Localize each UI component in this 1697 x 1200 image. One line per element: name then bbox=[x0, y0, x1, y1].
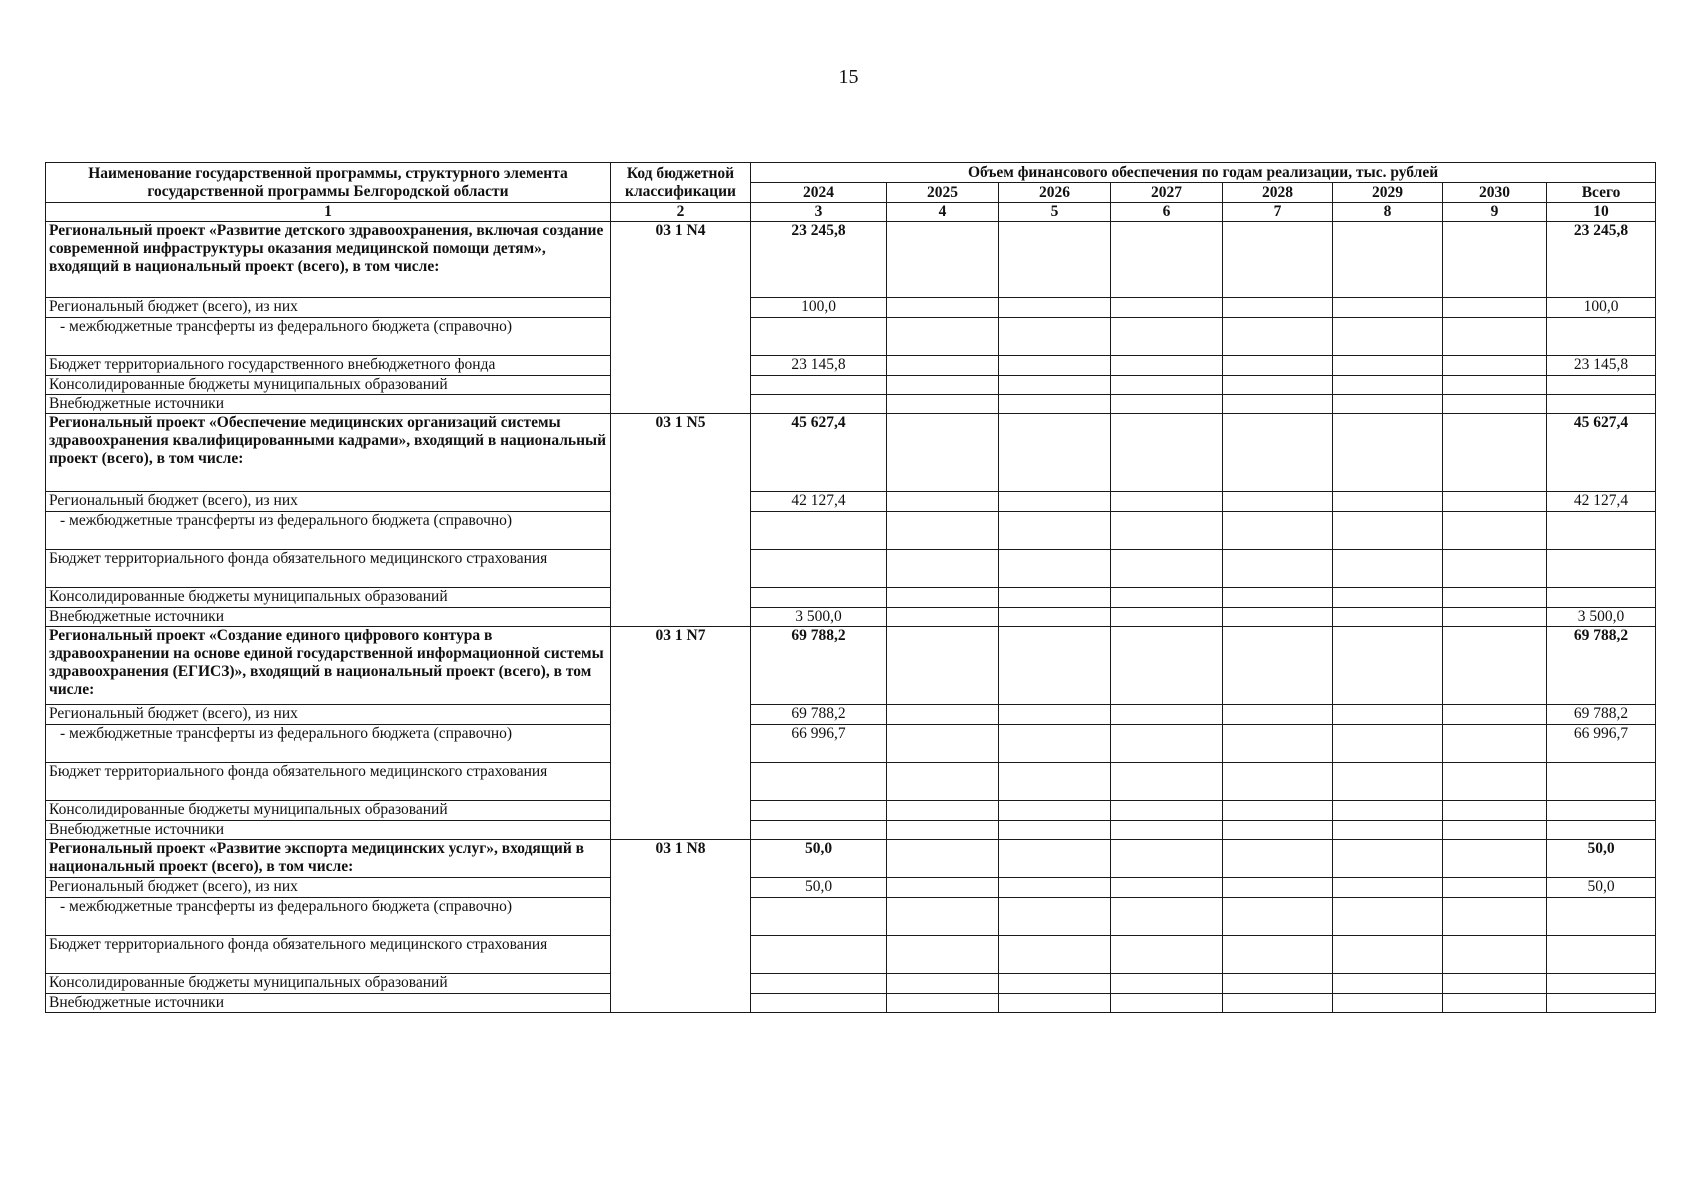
project-row bbox=[46, 414, 1656, 492]
empty-cell bbox=[1443, 801, 1547, 821]
source-label: Внебюджетные источники bbox=[46, 994, 611, 1013]
source-row bbox=[46, 801, 1656, 821]
empty-cell bbox=[999, 395, 1111, 414]
value-total: 3 500,0 bbox=[1547, 608, 1656, 627]
value-2024: 23 145,8 bbox=[751, 356, 887, 376]
header-volume: Объем финансового обеспечения по годам реализации, тыс. рублей bbox=[751, 163, 1656, 183]
empty-cell bbox=[999, 298, 1111, 318]
empty-cell bbox=[1333, 936, 1443, 974]
empty-cell bbox=[887, 898, 999, 936]
empty-cell bbox=[1111, 705, 1223, 725]
empty-cell bbox=[999, 356, 1111, 376]
value-2024 bbox=[751, 898, 887, 936]
col-number: 6 bbox=[1111, 203, 1223, 222]
empty-cell bbox=[1111, 840, 1223, 878]
value-total bbox=[1547, 763, 1656, 801]
empty-cell bbox=[887, 512, 999, 550]
empty-cell bbox=[1333, 395, 1443, 414]
empty-cell bbox=[1111, 994, 1223, 1013]
empty-cell bbox=[1111, 801, 1223, 821]
empty-cell bbox=[1333, 821, 1443, 840]
source-row bbox=[46, 298, 1656, 318]
project-title: Региональный проект «Обеспечение медицинских организаций системы здравоохранения квалифицированными кадрами», входящий в национальный проект (всего), в том числе: bbox=[46, 414, 611, 492]
source-label: Региональный бюджет (всего), из них bbox=[46, 492, 611, 512]
empty-cell bbox=[1443, 608, 1547, 627]
value-2024 bbox=[751, 763, 887, 801]
empty-cell bbox=[887, 550, 999, 588]
value-total: 100,0 bbox=[1547, 298, 1656, 318]
col-number: 10 bbox=[1547, 203, 1656, 222]
col-number: 7 bbox=[1223, 203, 1333, 222]
empty-cell bbox=[1443, 974, 1547, 994]
empty-cell bbox=[887, 801, 999, 821]
empty-cell bbox=[1333, 512, 1443, 550]
value-total: 23 145,8 bbox=[1547, 356, 1656, 376]
source-row bbox=[46, 974, 1656, 994]
col-number: 3 bbox=[751, 203, 887, 222]
empty-cell bbox=[1223, 492, 1333, 512]
empty-cell bbox=[999, 492, 1111, 512]
value-total bbox=[1547, 994, 1656, 1013]
empty-cell bbox=[1443, 878, 1547, 898]
empty-cell bbox=[999, 898, 1111, 936]
value-total: 69 788,2 bbox=[1547, 627, 1656, 705]
source-label: Консолидированные бюджеты муниципальных образований bbox=[46, 974, 611, 994]
empty-cell bbox=[1111, 550, 1223, 588]
header-year: 2028 bbox=[1223, 183, 1333, 203]
empty-cell bbox=[1333, 492, 1443, 512]
source-row bbox=[46, 763, 1656, 801]
empty-cell bbox=[1333, 627, 1443, 705]
empty-cell bbox=[887, 705, 999, 725]
project-row bbox=[46, 222, 1656, 298]
empty-cell bbox=[1223, 298, 1333, 318]
empty-cell bbox=[1111, 298, 1223, 318]
project-title: Региональный проект «Развитие детского здравоохранения, включая создание современной инфраструктуры оказания медицинской помощи детям», входящий в национальный проект (всего), в том числе: bbox=[46, 222, 611, 298]
empty-cell bbox=[1111, 608, 1223, 627]
empty-cell bbox=[887, 298, 999, 318]
value-2024: 42 127,4 bbox=[751, 492, 887, 512]
empty-cell bbox=[1333, 801, 1443, 821]
value-total: 66 996,7 bbox=[1547, 725, 1656, 763]
empty-cell bbox=[887, 840, 999, 878]
empty-cell bbox=[999, 936, 1111, 974]
empty-cell bbox=[1111, 763, 1223, 801]
value-total bbox=[1547, 936, 1656, 974]
source-label: - межбюджетные трансферты из федерального бюджета (справочно) bbox=[46, 725, 611, 763]
empty-cell bbox=[999, 318, 1111, 356]
empty-cell bbox=[887, 608, 999, 627]
source-row bbox=[46, 512, 1656, 550]
project-row bbox=[46, 840, 1656, 878]
empty-cell bbox=[1333, 898, 1443, 936]
empty-cell bbox=[887, 994, 999, 1013]
header-total: Всего bbox=[1547, 183, 1656, 203]
source-label: Консолидированные бюджеты муниципальных образований bbox=[46, 801, 611, 821]
empty-cell bbox=[887, 492, 999, 512]
header-year: 2029 bbox=[1333, 183, 1443, 203]
empty-cell bbox=[1443, 627, 1547, 705]
header-year: 2026 bbox=[999, 183, 1111, 203]
empty-cell bbox=[887, 627, 999, 705]
value-2024: 45 627,4 bbox=[751, 414, 887, 492]
source-row bbox=[46, 318, 1656, 356]
empty-cell bbox=[1443, 550, 1547, 588]
empty-cell bbox=[1333, 994, 1443, 1013]
empty-cell bbox=[999, 627, 1111, 705]
empty-cell bbox=[999, 821, 1111, 840]
empty-cell bbox=[1223, 318, 1333, 356]
empty-cell bbox=[887, 821, 999, 840]
empty-cell bbox=[1333, 318, 1443, 356]
empty-cell bbox=[1443, 936, 1547, 974]
value-2024 bbox=[751, 821, 887, 840]
empty-cell bbox=[999, 878, 1111, 898]
value-2024: 69 788,2 bbox=[751, 705, 887, 725]
empty-cell bbox=[887, 356, 999, 376]
empty-cell bbox=[1111, 588, 1223, 608]
source-row bbox=[46, 936, 1656, 974]
value-2024: 23 245,8 bbox=[751, 222, 887, 298]
value-total bbox=[1547, 898, 1656, 936]
budget-code: 03 1 N5 bbox=[611, 414, 751, 627]
empty-cell bbox=[1111, 512, 1223, 550]
empty-cell bbox=[1223, 414, 1333, 492]
source-row bbox=[46, 395, 1656, 414]
source-label: Региональный бюджет (всего), из них bbox=[46, 878, 611, 898]
empty-cell bbox=[887, 376, 999, 395]
empty-cell bbox=[1223, 512, 1333, 550]
source-label: Внебюджетные источники bbox=[46, 821, 611, 840]
header-year: 2024 bbox=[751, 183, 887, 203]
budget-code: 03 1 N4 bbox=[611, 222, 751, 414]
source-label: Внебюджетные источники bbox=[46, 395, 611, 414]
empty-cell bbox=[1443, 705, 1547, 725]
value-total: 50,0 bbox=[1547, 840, 1656, 878]
empty-cell bbox=[999, 994, 1111, 1013]
empty-cell bbox=[1223, 840, 1333, 878]
empty-cell bbox=[1333, 974, 1443, 994]
empty-cell bbox=[1443, 222, 1547, 298]
project-title: Региональный проект «Создание единого цифрового контура в здравоохранении на основе единой государственной информационной системы здравоохранения (ЕГИСЗ)», входящий в национальный проект (всего), в том числе: bbox=[46, 627, 611, 705]
empty-cell bbox=[1333, 878, 1443, 898]
empty-cell bbox=[1443, 356, 1547, 376]
empty-cell bbox=[1443, 376, 1547, 395]
source-row bbox=[46, 588, 1656, 608]
empty-cell bbox=[1111, 898, 1223, 936]
source-row bbox=[46, 821, 1656, 840]
empty-cell bbox=[1333, 356, 1443, 376]
col-number: 8 bbox=[1333, 203, 1443, 222]
empty-cell bbox=[999, 608, 1111, 627]
source-row bbox=[46, 705, 1656, 725]
empty-cell bbox=[999, 725, 1111, 763]
empty-cell bbox=[1223, 376, 1333, 395]
value-total: 42 127,4 bbox=[1547, 492, 1656, 512]
value-2024 bbox=[751, 550, 887, 588]
empty-cell bbox=[887, 588, 999, 608]
source-label: Внебюджетные источники bbox=[46, 608, 611, 627]
empty-cell bbox=[1223, 974, 1333, 994]
value-total bbox=[1547, 821, 1656, 840]
source-label: Бюджет территориального фонда обязательного медицинского страхования bbox=[46, 763, 611, 801]
empty-cell bbox=[1443, 318, 1547, 356]
col-number: 2 bbox=[611, 203, 751, 222]
empty-cell bbox=[887, 318, 999, 356]
empty-cell bbox=[999, 512, 1111, 550]
source-label: Консолидированные бюджеты муниципальных образований bbox=[46, 376, 611, 395]
empty-cell bbox=[1111, 356, 1223, 376]
empty-cell bbox=[999, 588, 1111, 608]
value-2024: 69 788,2 bbox=[751, 627, 887, 705]
empty-cell bbox=[1443, 395, 1547, 414]
empty-cell bbox=[1223, 588, 1333, 608]
empty-cell bbox=[887, 936, 999, 974]
empty-cell bbox=[1223, 627, 1333, 705]
empty-cell bbox=[1333, 550, 1443, 588]
empty-cell bbox=[1333, 376, 1443, 395]
col-number: 1 bbox=[46, 203, 611, 222]
empty-cell bbox=[1223, 550, 1333, 588]
empty-cell bbox=[1333, 608, 1443, 627]
empty-cell bbox=[1111, 878, 1223, 898]
value-2024 bbox=[751, 318, 887, 356]
empty-cell bbox=[999, 705, 1111, 725]
empty-cell bbox=[1333, 222, 1443, 298]
value-total bbox=[1547, 376, 1656, 395]
empty-cell bbox=[1223, 356, 1333, 376]
header-code: Код бюджетной классификации bbox=[611, 163, 751, 203]
source-label: Консолидированные бюджеты муниципальных образований bbox=[46, 588, 611, 608]
budget-code: 03 1 N7 bbox=[611, 627, 751, 840]
empty-cell bbox=[1223, 395, 1333, 414]
source-label: - межбюджетные трансферты из федерального бюджета (справочно) bbox=[46, 512, 611, 550]
empty-cell bbox=[1443, 821, 1547, 840]
empty-cell bbox=[1223, 994, 1333, 1013]
empty-cell bbox=[1443, 512, 1547, 550]
empty-cell bbox=[1443, 588, 1547, 608]
col-number: 9 bbox=[1443, 203, 1547, 222]
value-2024 bbox=[751, 395, 887, 414]
empty-cell bbox=[999, 222, 1111, 298]
value-total bbox=[1547, 588, 1656, 608]
value-2024: 50,0 bbox=[751, 840, 887, 878]
source-row bbox=[46, 356, 1656, 376]
empty-cell bbox=[999, 376, 1111, 395]
source-row bbox=[46, 608, 1656, 627]
empty-cell bbox=[999, 550, 1111, 588]
header-year: 2027 bbox=[1111, 183, 1223, 203]
col-number: 5 bbox=[999, 203, 1111, 222]
empty-cell bbox=[887, 763, 999, 801]
source-row bbox=[46, 492, 1656, 512]
value-2024: 3 500,0 bbox=[751, 608, 887, 627]
value-2024: 100,0 bbox=[751, 298, 887, 318]
value-total: 45 627,4 bbox=[1547, 414, 1656, 492]
source-row bbox=[46, 550, 1656, 588]
value-2024 bbox=[751, 994, 887, 1013]
value-total bbox=[1547, 801, 1656, 821]
empty-cell bbox=[887, 725, 999, 763]
empty-cell bbox=[887, 395, 999, 414]
value-total bbox=[1547, 974, 1656, 994]
empty-cell bbox=[1111, 222, 1223, 298]
table-body bbox=[46, 222, 1656, 1013]
empty-cell bbox=[1333, 588, 1443, 608]
value-2024 bbox=[751, 512, 887, 550]
empty-cell bbox=[1223, 821, 1333, 840]
source-label: Бюджет территориального фонда обязательного медицинского страхования bbox=[46, 550, 611, 588]
empty-cell bbox=[1111, 936, 1223, 974]
value-2024 bbox=[751, 376, 887, 395]
header-year: 2030 bbox=[1443, 183, 1547, 203]
empty-cell bbox=[1223, 898, 1333, 936]
empty-cell bbox=[1443, 492, 1547, 512]
financing-table bbox=[45, 162, 1656, 1013]
empty-cell bbox=[1333, 725, 1443, 763]
empty-cell bbox=[887, 414, 999, 492]
value-2024 bbox=[751, 801, 887, 821]
empty-cell bbox=[1333, 414, 1443, 492]
value-2024 bbox=[751, 936, 887, 974]
empty-cell bbox=[1111, 974, 1223, 994]
empty-cell bbox=[1443, 898, 1547, 936]
empty-cell bbox=[1111, 376, 1223, 395]
source-label: - межбюджетные трансферты из федерального бюджета (справочно) bbox=[46, 318, 611, 356]
empty-cell bbox=[1443, 763, 1547, 801]
empty-cell bbox=[1223, 725, 1333, 763]
empty-cell bbox=[999, 414, 1111, 492]
source-row bbox=[46, 376, 1656, 395]
source-label: Бюджет территориального государственного внебюджетного фонда bbox=[46, 356, 611, 376]
empty-cell bbox=[1111, 318, 1223, 356]
empty-cell bbox=[1223, 705, 1333, 725]
empty-cell bbox=[887, 222, 999, 298]
source-label: Бюджет территориального фонда обязательного медицинского страхования bbox=[46, 936, 611, 974]
empty-cell bbox=[1111, 492, 1223, 512]
value-total: 69 788,2 bbox=[1547, 705, 1656, 725]
empty-cell bbox=[1333, 705, 1443, 725]
value-2024 bbox=[751, 974, 887, 994]
source-label: Региональный бюджет (всего), из них bbox=[46, 705, 611, 725]
empty-cell bbox=[1111, 725, 1223, 763]
empty-cell bbox=[1443, 298, 1547, 318]
empty-cell bbox=[1333, 840, 1443, 878]
value-2024: 50,0 bbox=[751, 878, 887, 898]
empty-cell bbox=[1111, 627, 1223, 705]
value-total: 23 245,8 bbox=[1547, 222, 1656, 298]
value-2024 bbox=[751, 588, 887, 608]
source-row bbox=[46, 725, 1656, 763]
col-number: 4 bbox=[887, 203, 999, 222]
empty-cell bbox=[1111, 821, 1223, 840]
source-label: Региональный бюджет (всего), из них bbox=[46, 298, 611, 318]
empty-cell bbox=[1333, 763, 1443, 801]
empty-cell bbox=[999, 974, 1111, 994]
source-row bbox=[46, 878, 1656, 898]
empty-cell bbox=[1111, 395, 1223, 414]
value-total bbox=[1547, 512, 1656, 550]
source-row bbox=[46, 898, 1656, 936]
value-total bbox=[1547, 318, 1656, 356]
empty-cell bbox=[1223, 936, 1333, 974]
empty-cell bbox=[999, 763, 1111, 801]
source-label: - межбюджетные трансферты из федерального бюджета (справочно) bbox=[46, 898, 611, 936]
empty-cell bbox=[999, 801, 1111, 821]
empty-cell bbox=[1111, 414, 1223, 492]
empty-cell bbox=[1223, 763, 1333, 801]
empty-cell bbox=[1223, 222, 1333, 298]
value-total bbox=[1547, 395, 1656, 414]
value-total bbox=[1547, 550, 1656, 588]
empty-cell bbox=[1223, 608, 1333, 627]
project-row bbox=[46, 627, 1656, 705]
empty-cell bbox=[887, 974, 999, 994]
empty-cell bbox=[1443, 994, 1547, 1013]
budget-code: 03 1 N8 bbox=[611, 840, 751, 1013]
value-total: 50,0 bbox=[1547, 878, 1656, 898]
empty-cell bbox=[887, 878, 999, 898]
value-2024: 66 996,7 bbox=[751, 725, 887, 763]
empty-cell bbox=[1223, 801, 1333, 821]
empty-cell bbox=[1443, 414, 1547, 492]
empty-cell bbox=[1333, 298, 1443, 318]
empty-cell bbox=[1443, 840, 1547, 878]
header-year: 2025 bbox=[887, 183, 999, 203]
empty-cell bbox=[1223, 878, 1333, 898]
empty-cell bbox=[1443, 725, 1547, 763]
header-name: Наименование государственной программы, структурного элемента государственной программы Белгородской области bbox=[46, 163, 611, 203]
source-row bbox=[46, 994, 1656, 1013]
empty-cell bbox=[999, 840, 1111, 878]
project-title: Региональный проект «Развитие экспорта медицинских услуг», входящий в национальный проект (всего), в том числе: bbox=[46, 840, 611, 878]
page-number: 15 bbox=[838, 66, 859, 88]
